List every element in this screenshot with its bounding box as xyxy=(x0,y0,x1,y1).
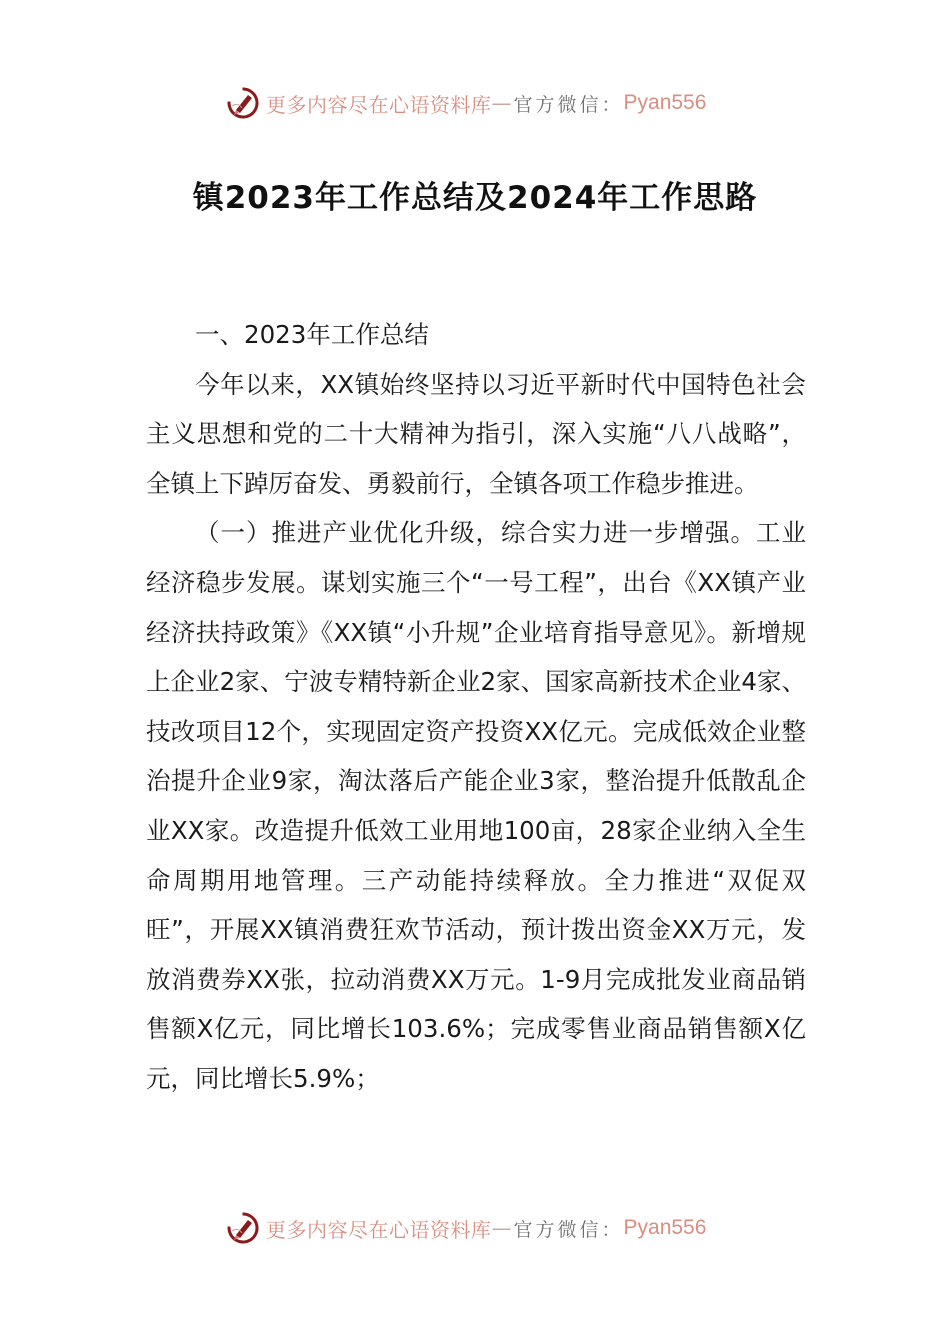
watermark-wechat-id: Pyan556 xyxy=(623,1216,707,1239)
watermark-label: 官方微信： xyxy=(513,1218,624,1241)
footer-watermark xyxy=(226,1208,706,1248)
watermark-site-text: 更多内容尽在心语资料库 xyxy=(266,1217,492,1242)
document-body xyxy=(146,310,806,1104)
header-watermark xyxy=(226,83,706,123)
document-title: 镇2023年工作总结及2024年工作思路 xyxy=(192,180,758,216)
watermark-site-text: 更多内容尽在心语资料库 xyxy=(266,92,492,117)
pen-logo-icon xyxy=(226,1211,260,1245)
watermark-dash: — xyxy=(491,91,512,115)
watermark-wechat-id: Pyan556 xyxy=(623,91,707,114)
pen-logo-icon xyxy=(226,86,260,120)
watermark-dash: — xyxy=(491,1216,512,1240)
watermark-label: 官方微信： xyxy=(513,93,624,116)
paragraph-industry: （一）推进产业优化升级，综合实力进一步增强。工业经济稳步发展。谋划实施三个“一号工程”，出台《XX镇产业经济扶持政策》《XX镇“小升规”企业培育指导意见》。新增规上企业2家、宁波专精特新企业2家、国家高新技术企业4家、技改项目12个，实现固定资产投资XX亿元。完成低效企业整治提升企业9家，淘汰落后产能企业3家，整治提升低散乱企业XX家。改造提升低效工业用地100亩，28家企业纳入全生命周期用地管理。三产动能持续释放。全力推进“双促双旺”，开展XX镇消费狂欢节活动，预计拨出资金XX万元，发放消费券XX张，拉动消费XX万元。1-9月完成批发业商品销售额X亿元，同比增长103.6%；完成零售业商品销售额X亿元，同比增长5.9%； xyxy=(146,518,806,1093)
section-heading: 一、2023年工作总结 xyxy=(195,320,429,349)
paragraph-intro: 今年以来，XX镇始终坚持以习近平新时代中国特色社会主义思想和党的二十大精神为指引，深入实施“八八战略”，全镇上下踔厉奋发、勇毅前行，全镇各项工作稳步推进。 xyxy=(146,369,806,498)
